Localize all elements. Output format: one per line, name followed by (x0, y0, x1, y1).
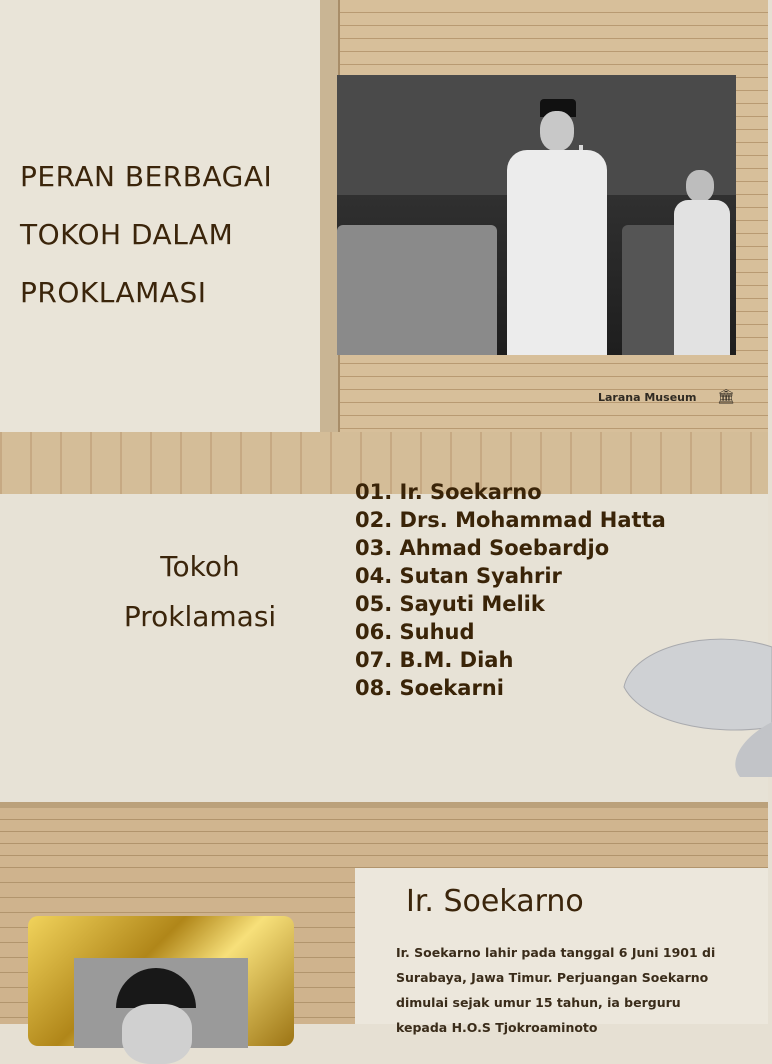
tokoh-list (355, 478, 666, 702)
slide-2 (0, 432, 768, 808)
bio-line-3: dimulai sejak umur 15 tahun, ia berguru (396, 995, 681, 1010)
title-line-2: TOKOH DALAM (20, 218, 234, 251)
slide-1 (0, 0, 768, 432)
list-item: 02. Drs. Mohammad Hatta (355, 508, 666, 532)
bio-line-1: Ir. Soekarno lahir pada tanggal 6 Juni 1901 di (396, 945, 716, 960)
bio-line-4: kepada H.O.S Tjokroaminoto (396, 1020, 598, 1035)
list-item: 04. Sutan Syahrir (355, 564, 562, 588)
bio-line-2: Surabaya, Jawa Timur. Perjuangan Soekarno (396, 970, 709, 985)
museum-icon: 🏛 (717, 389, 735, 405)
list-item: 05. Sayuti Melik (355, 592, 545, 616)
photo-standing-man (672, 170, 732, 355)
photo-crowd (337, 225, 497, 355)
list-item: 07. B.M. Diah (355, 648, 514, 672)
slide-3 (0, 808, 768, 1035)
profile-bio (396, 940, 768, 1040)
tokoh-heading (100, 542, 300, 642)
heading-line-1: Tokoh (160, 550, 240, 583)
list-item: 01. Ir. Soekarno (355, 480, 542, 504)
photo-credit: Larana Museum (598, 391, 697, 404)
slide-title (20, 148, 320, 322)
title-line-3: PROKLAMASI (20, 276, 207, 309)
profile-name: Ir. Soekarno (406, 884, 584, 919)
title-line-1: PERAN BERBAGAI (20, 160, 273, 193)
kraft-paper-band (0, 808, 768, 868)
butterfly-decoration (622, 627, 772, 777)
list-item: 08. Soekarni (355, 676, 504, 700)
list-item: 03. Ahmad Soebardjo (355, 536, 610, 560)
proclamation-photo (337, 75, 736, 355)
list-item: 06. Suhud (355, 620, 475, 644)
heading-line-2: Proklamasi (123, 600, 277, 633)
portrait-photo (74, 958, 248, 1048)
photo-speaker (502, 95, 612, 355)
gold-portrait-frame (28, 916, 294, 1046)
